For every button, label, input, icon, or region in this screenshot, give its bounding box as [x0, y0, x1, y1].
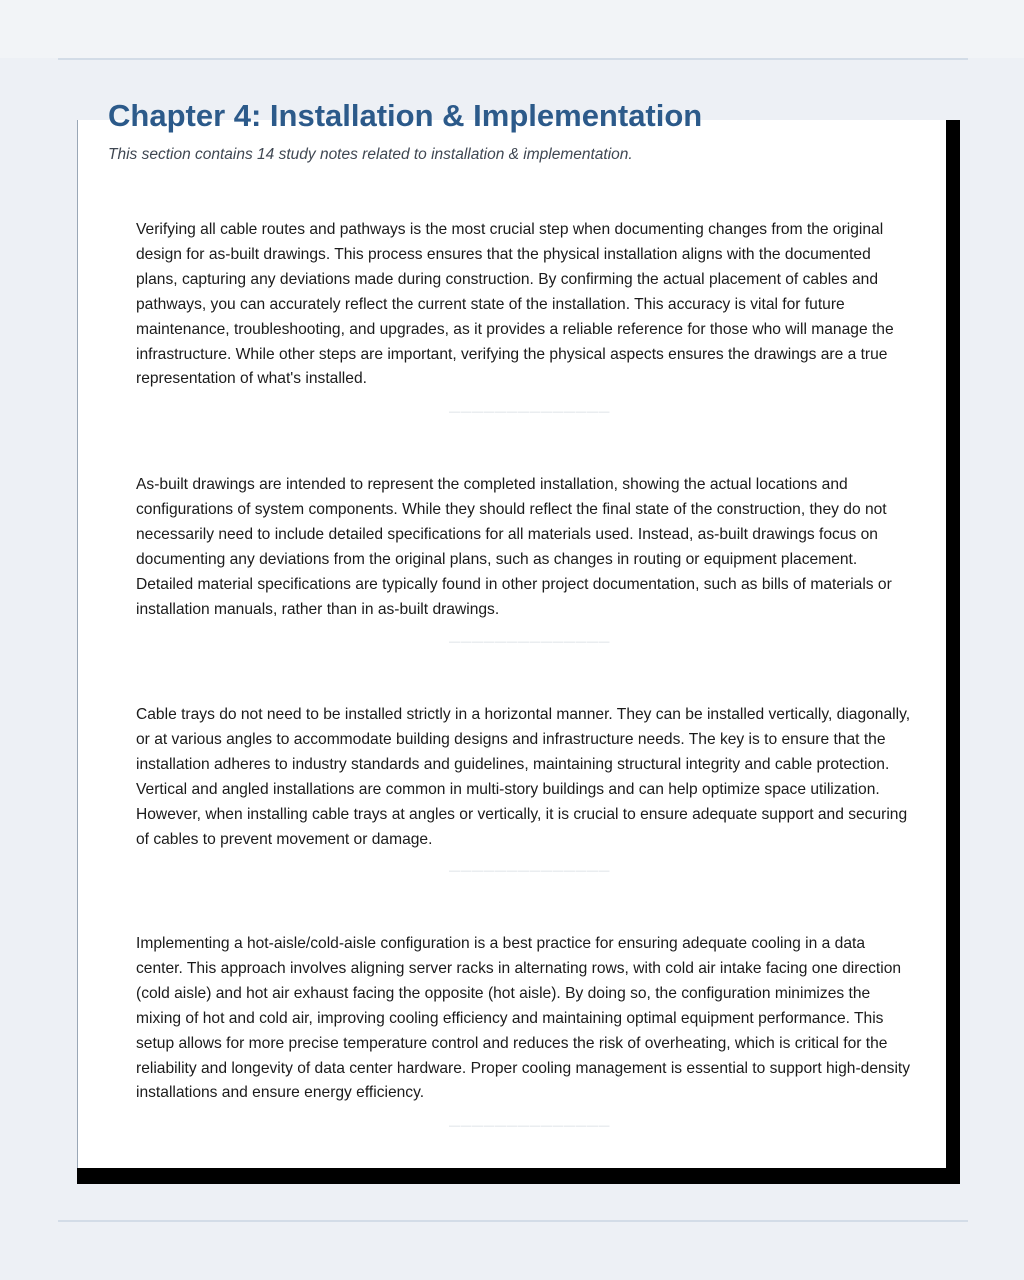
note-separator: —————————————— [449, 865, 610, 877]
top-divider [58, 58, 968, 60]
chapter-subtitle: This section contains 14 study notes related to installation & implementation. [108, 146, 633, 163]
chapter-title: Chapter 4: Installation & Implementation [108, 98, 703, 133]
note-separator: —————————————— [449, 636, 610, 648]
study-note: As-built drawings are intended to represent the completed installation, showing the actual locations and configurations of system components. While they should reflect the final state of the construction, they do not necessarily need to include detailed specifications for all materials used. Instead, as-built drawings focus on documenting any deviations from the original plans, such as changes in routing or equipment placement. Detailed material specifications are typically found in other project documentation, such as bills of materials or installation manuals, rather than in as-built drawings. [136, 476, 892, 618]
study-note: Cable trays do not need to be installed strictly in a horizontal manner. They can be installed vertically, diagonally, or at various angles to accommodate building designs and infrastructure needs. The key is to ensure that the installation adheres to industry standards and guidelines, maintaining structural integrity and cable protection. Vertical and angled installations are common in multi-story buildings and can help optimize space utilization. However, when installing cable trays at angles or vertically, it is crucial to ensure adequate support and securing of cables to prevent movement or damage. [136, 706, 911, 848]
document-page [77, 98, 946, 1168]
bottom-divider [58, 1220, 968, 1222]
study-note: Implementing a hot-aisle/cold-aisle configuration is a best practice for ensuring adequate cooling in a data center. This approach involves aligning server racks in alternating rows, with cold air intake facing one direction (cold aisle) and hot air exhaust facing the opposite (hot aisle). By doing so, the configuration minimizes the mixing of hot and cold air, improving cooling efficiency and maintaining optimal equipment performance. This setup allows for more precise temperature control and reduces the risk of overheating, which is critical for the reliability and longevity of data center hardware. Proper cooling management is essential to support high-density installations and ensure energy efficiency. [136, 935, 911, 1102]
note-separator: —————————————— [449, 1120, 610, 1132]
study-note: Verifying all cable routes and pathways is the most crucial step when documenting changes from the original design for as-built drawings. This process ensures that the physical installation aligns with the documented plans, capturing any deviations made during construction. By confirming the actual placement of cables and pathways, you can accurately reflect the current state of the installation. This accuracy is vital for future maintenance, troubleshooting, and upgrades, as it provides a reliable reference for those who will manage the infrastructure. While other steps are important, verifying the physical aspects ensures the drawings are a true representation of what's installed. [136, 221, 894, 388]
note-separator: —————————————— [449, 406, 610, 418]
top-band [0, 0, 1024, 58]
